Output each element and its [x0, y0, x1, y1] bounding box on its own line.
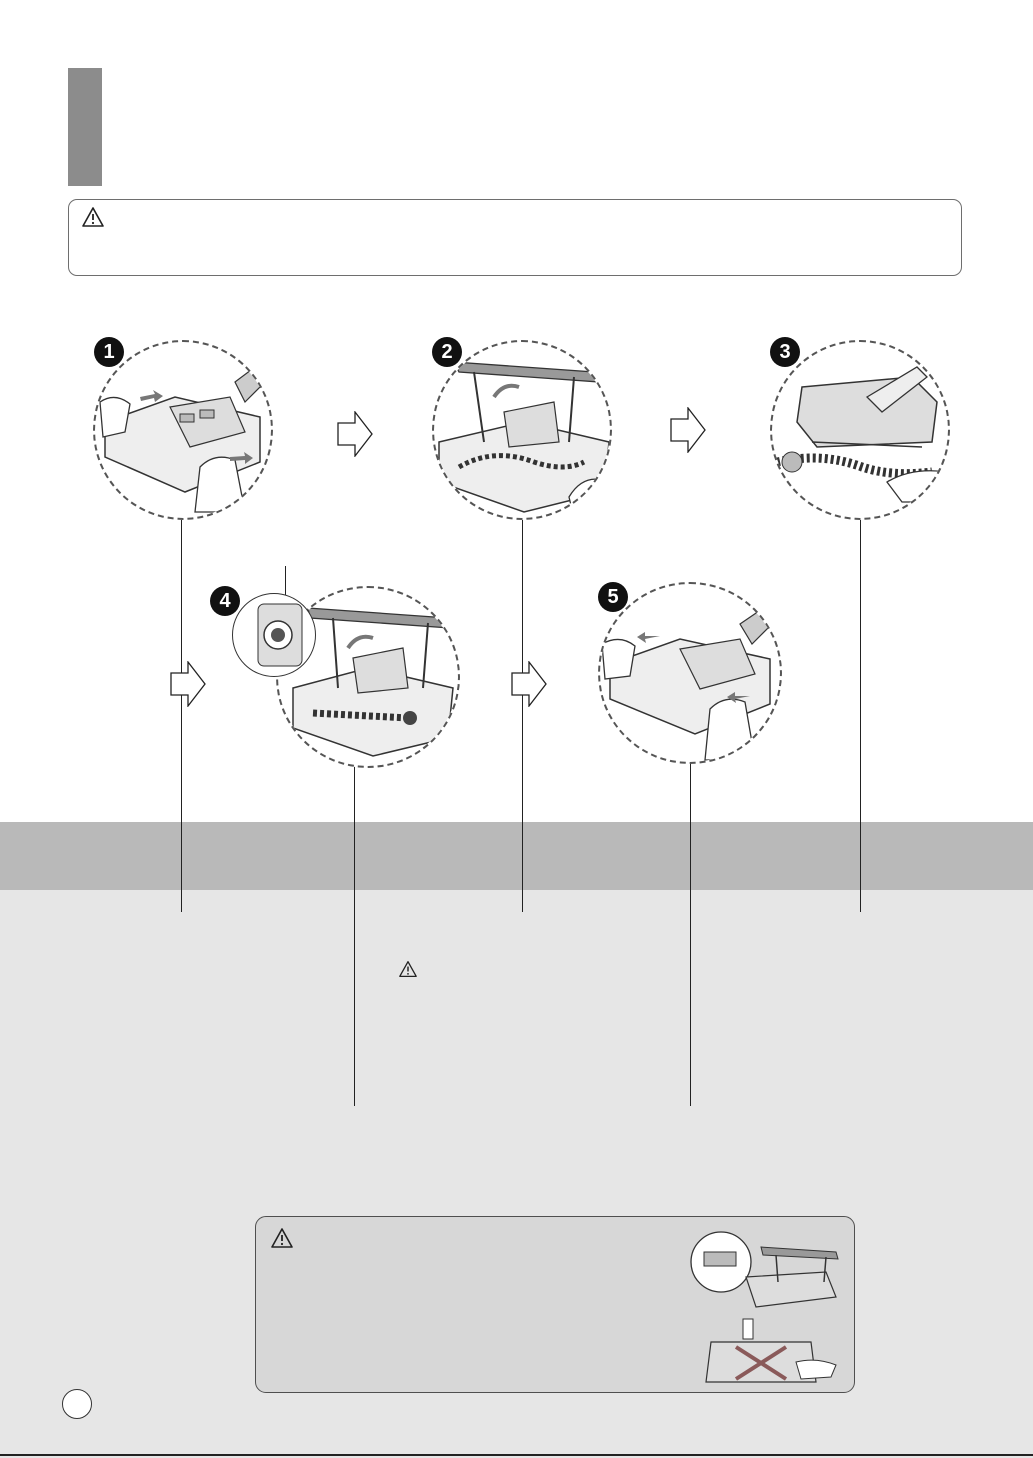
- step-5-illustration: [598, 582, 782, 764]
- leader-line-5: [690, 762, 691, 1106]
- right-arrow-icon: [170, 661, 206, 707]
- step-badge: 1: [94, 337, 124, 367]
- caution-box: [68, 199, 962, 276]
- title-marker-bar: [68, 68, 102, 186]
- section-band: [0, 822, 1033, 890]
- warning-triangle-icon: [81, 206, 105, 228]
- leader-line-1: [181, 520, 182, 912]
- step-1-illustration: [93, 340, 273, 520]
- note-illustration-wrong: [691, 1317, 851, 1389]
- page-number: [62, 1389, 92, 1419]
- step-2-illustration: [432, 340, 612, 520]
- right-arrow-icon: [337, 411, 373, 457]
- right-arrow-icon: [670, 407, 706, 453]
- warning-triangle-icon: [398, 960, 418, 978]
- leader-line-2: [522, 520, 523, 912]
- step-badge: 5: [598, 582, 628, 612]
- note-illustration-brush: [686, 1227, 846, 1317]
- step-3-illustration: [770, 340, 950, 520]
- warning-triangle-icon: [270, 1227, 294, 1249]
- detail-inset: [232, 593, 316, 677]
- note-box: [255, 1216, 855, 1393]
- leader-line-4: [354, 766, 355, 1106]
- leader-line-3: [860, 520, 861, 912]
- step-badge: 2: [432, 337, 462, 367]
- right-arrow-icon: [511, 661, 547, 707]
- step-badge: 3: [770, 337, 800, 367]
- bottom-rule: [0, 1454, 1033, 1456]
- step-badge: 4: [210, 586, 240, 616]
